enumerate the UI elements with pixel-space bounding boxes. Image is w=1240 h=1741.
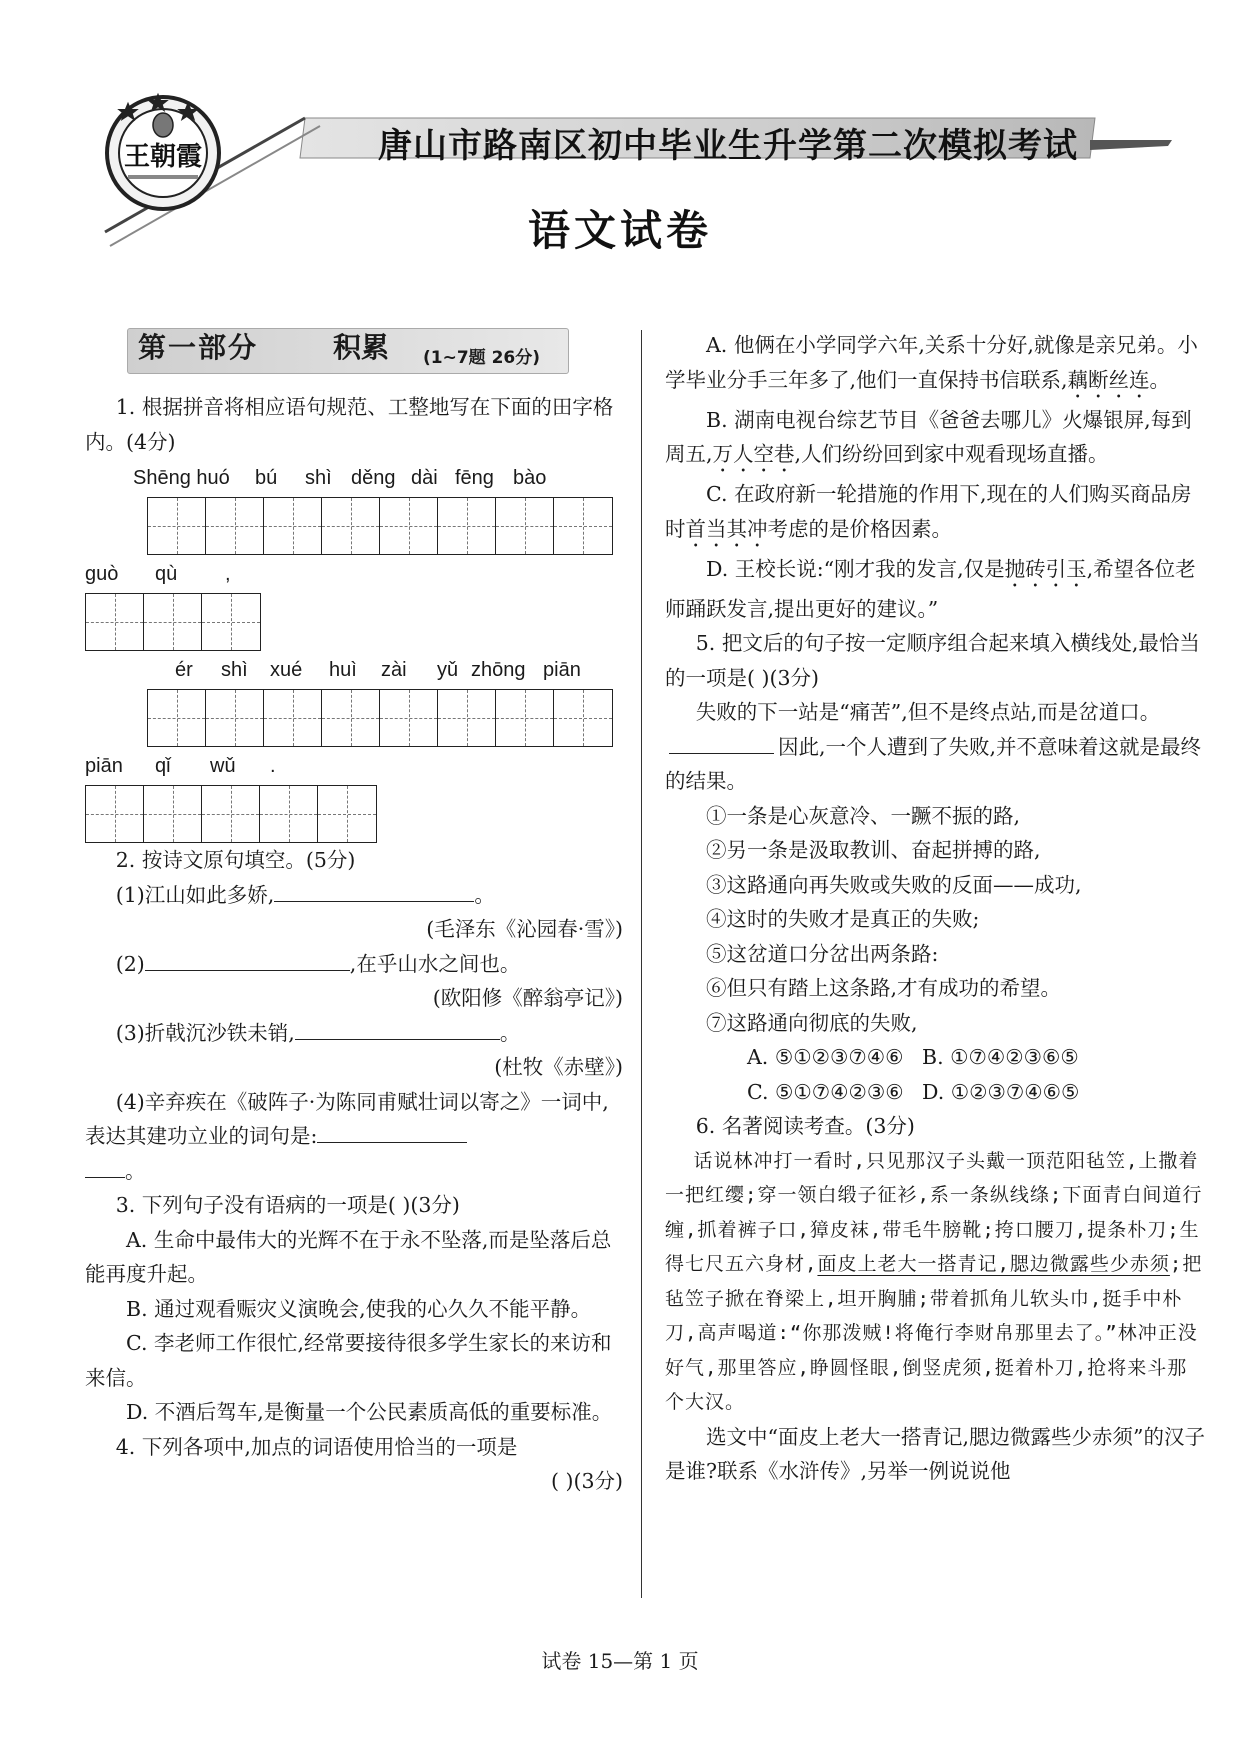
section-header (127, 328, 569, 374)
q2-source-2: (欧阳修《醉翁亭记》) (432, 986, 623, 1010)
pinyin: zài (381, 659, 407, 681)
publisher-logo (98, 85, 228, 215)
pinyin: qǐ (155, 755, 171, 777)
pinyin: Shēng huó (133, 467, 230, 489)
answer-blank[interactable] (295, 1017, 500, 1040)
q5-stem: 5. 把文后的句子按一定顺序组合起来填入横线处,最恰当的一项是( )(3分) (665, 631, 1200, 690)
q2-item-2: (2) ,在乎山水之间也。 (85, 947, 623, 982)
tianzige-row-1[interactable] (147, 497, 613, 555)
pinyin: děng (351, 467, 396, 489)
q5-item: ④这时的失败才是真正的失败; (706, 907, 980, 931)
q6-question: 选文中“面皮上老大一搭青记,腮边微露些少赤须”的汉子是谁?联系《水浒传》,另举一例说说他 (665, 1424, 1205, 1483)
q4-option-d: D. 王校长说:“刚才我的发言,仅是抛砖引玉,希望各位老师踊跃发言,提出更好的建议。” (665, 556, 1196, 621)
q4-option-a: A. 他俩在小学同学六年,关系十分好,就像是亲兄弟。小学毕业分手三年多了,他们一直保持书信联系,藕断丝连。 (665, 333, 1198, 392)
q3-option-c: C. 李老师工作很忙,经常要接待很多学生家长的来访和来信。 (85, 1331, 612, 1390)
pinyin: huì (329, 659, 357, 681)
q5-options-row-2: C. ⑤①⑦④②③⑥ D. ①②③⑦④⑥⑤ (747, 1079, 1080, 1104)
q1-stem: 1. 根据拼音将相应语句规范、工整地写在下面的田字格内。(4分) (85, 395, 614, 454)
answer-blank[interactable] (85, 1155, 125, 1178)
q6-excerpt: 话说林冲打一看时,只见那汉子头戴一顶范阳毡笠,上撒着一把红缨;穿一领白缎子征衫,系一条纵线绦;下面青白间道行缠,抓着裤子口,獐皮袜,带毛牛膀靴;挎口腰刀,提条朴刀;生得七尺五六身材,面皮上老大一搭青记,腮边微露些少赤须;把毡笠子掀在脊梁上,坦开胸脯;带着抓角儿软头巾,挺手中朴刀,高声喝道:“你那泼贼!将俺行李财帛那里去了。”林冲正没好气,那里答应,睁圆怪眼,倒竖虎须,挺着朴刀,抢将来斗那个大汉。 (665, 1149, 1203, 1413)
q3-stem: 3. 下列句子没有语病的一项是( )(3分) (115, 1193, 460, 1217)
pinyin: guò (85, 563, 119, 585)
exam-title: 唐山市路南区初中毕业生升学第二次模拟考试 (378, 126, 1078, 166)
q5-options-row-1: A. ⑤①②③⑦④⑥ B. ①⑦④②③⑥⑤ (747, 1045, 1079, 1069)
q5-passage: 失败的下一站是“痛苦”,但不是终点站,而是岔道口。因此,一个人遭到了失败,并不意味着这就是最终的结果。 (665, 700, 1202, 793)
q5-item: ①一条是心灰意冷、一蹶不振的路, (706, 803, 1021, 828)
pinyin: xué (270, 659, 303, 681)
q2-source-3: (杜牧《赤壁》) (494, 1055, 623, 1079)
pinyin-row-1 (85, 459, 623, 493)
answer-blank[interactable] (145, 948, 350, 971)
q2-stem: 2. 按诗文原句填空。(5分) (115, 848, 356, 872)
pinyin-row-3 (85, 651, 623, 685)
q3-option-d: D. 不酒后驾车,是衡量一个公民素质高低的重要标准。 (126, 1400, 613, 1424)
left-column (85, 328, 623, 1499)
q3-option-a: A. 生命中最伟大的光辉不在于永不坠落,而是坠落后总能再度升起。 (85, 1227, 612, 1286)
pinyin: bú (255, 467, 278, 489)
right-column (665, 328, 1205, 1489)
answer-blank[interactable] (317, 1120, 467, 1143)
pinyin: ér (175, 659, 193, 681)
q5-item: ⑦这路通向彻底的失败, (706, 1010, 918, 1035)
q4-option-c: C. 在政府新一轮措施的作用下,现在的人们购买商品房时首当其冲考虑的是价格因素。 (665, 482, 1192, 541)
pinyin: zhōng (471, 659, 526, 681)
pinyin: . (270, 755, 276, 777)
logo-text: 王朝霞 (123, 142, 203, 172)
q4-score: ( )(3分) (550, 1469, 623, 1493)
q3-option-b: B. 通过观看赈灾义演晚会,使我的心久久不能平静。 (126, 1296, 592, 1321)
q2-item-1: (1)江山如此多娇, 。 (85, 878, 623, 913)
answer-blank[interactable] (669, 731, 774, 754)
pinyin: shì (221, 659, 248, 681)
answer-blank[interactable] (274, 879, 474, 902)
pinyin-row-4 (85, 747, 623, 781)
page-footer: 试卷 15—第 1 页 (541, 1649, 699, 1673)
q5-item: ③这路通向再失败或失败的反面——成功, (706, 872, 1082, 897)
q4-stem: 4. 下列各项中,加点的词语使用恰当的一项是 (115, 1434, 518, 1459)
subject-title: 语文试卷 (527, 206, 712, 255)
q2-item-3: (3)折戟沉沙铁未销, 。 (85, 1016, 623, 1051)
section-range: (1~7题 26分) (423, 348, 541, 368)
pinyin: fēng (455, 467, 494, 489)
pinyin: piān (543, 659, 581, 681)
q6-stem: 6. 名著阅读考查。(3分) (695, 1114, 915, 1138)
q5-item: ②另一条是汲取教训、奋起拼搏的路, (706, 838, 1041, 862)
q5-item: ⑥但只有踏上这条路,才有成功的希望。 (706, 976, 1062, 1000)
q2-item-4: (4)辛弃疾在《破阵子·为陈同甫赋壮词以寄之》一词中,表达其建功立业的词句是: 。 (85, 1089, 609, 1183)
tianzige-row-3[interactable] (147, 689, 613, 747)
pinyin: , (225, 563, 231, 585)
q5-item: ⑤这岔道口分岔出两条路: (706, 941, 939, 966)
section-topic: 积累 (333, 331, 390, 364)
q2-source-1: (毛泽东《沁园春·雪》) (426, 917, 623, 941)
pinyin: wǔ (210, 755, 236, 777)
pinyin: qù (155, 563, 178, 585)
pinyin: shì (305, 467, 332, 489)
section-name: 第一部分 (138, 331, 259, 364)
tianzige-row-2[interactable] (85, 593, 261, 651)
pinyin: dài (411, 467, 438, 489)
tianzige-row-4[interactable] (85, 785, 377, 843)
column-divider (641, 330, 642, 1598)
pinyin: yǔ (437, 659, 459, 681)
q4-option-b: B. 湖南电视台综艺节目《爸爸去哪儿》火爆银屏,每到周五,万人空巷,人们纷纷回到家中观看现场直播。 (665, 407, 1192, 466)
pinyin-row-2 (85, 555, 623, 589)
pinyin: piān (85, 755, 123, 777)
pinyin: bào (513, 467, 547, 489)
